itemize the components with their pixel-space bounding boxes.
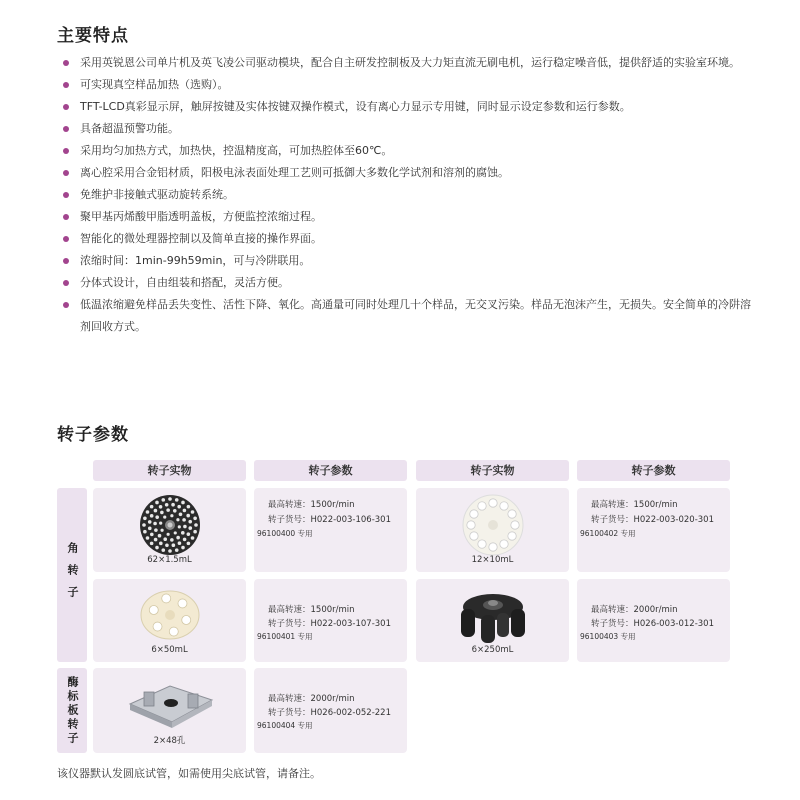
rotor-hole bbox=[160, 511, 164, 515]
rotor-part-number: 转子货号：H022-003-106-301 bbox=[268, 515, 391, 525]
rotor-model: 96100404 专用 bbox=[257, 721, 313, 730]
rotor-model: 96100403 专用 bbox=[580, 632, 636, 641]
rotor-hole bbox=[186, 505, 190, 509]
rotor-hole bbox=[145, 510, 149, 514]
rotor-hole bbox=[159, 522, 162, 525]
group-label-plate-rotor: 酶标板转子 bbox=[57, 668, 87, 753]
feature-item: 浓缩时间：1min-99h59min，可与冷阱联用。 bbox=[57, 250, 757, 272]
rotor-photo-cell bbox=[93, 668, 246, 753]
rotor-hole bbox=[182, 518, 186, 522]
rotor-hole bbox=[155, 501, 159, 505]
rotor-hole bbox=[165, 543, 169, 547]
rotor-hole bbox=[488, 499, 496, 507]
feature-item: 具备超温预警功能。 bbox=[57, 118, 757, 140]
rotor-hole bbox=[172, 509, 176, 513]
rotor-hole bbox=[145, 536, 149, 540]
rotor-hole bbox=[149, 505, 153, 509]
rotor-hole bbox=[166, 508, 170, 512]
rotor-caption: 2×48孔 bbox=[153, 736, 186, 746]
rotor-hole bbox=[169, 627, 178, 636]
rotor-hole bbox=[161, 548, 165, 552]
rotor-hole bbox=[507, 532, 515, 540]
feature-item: 低温浓缩避免样品丢失变性、活性下降、氧化。高通量可同时处理几十个样品，无交叉污染。样品无泡沫产生，无损失。安全简单的冷阱溶剂回收方式。 bbox=[57, 294, 757, 338]
rotor-hole bbox=[149, 605, 158, 614]
rotor-hole bbox=[183, 525, 187, 529]
rotor-part-number: 转子货号：H022-003-107-301 bbox=[268, 619, 391, 629]
rotor-photo-cell bbox=[93, 488, 246, 572]
rotor-params-cell bbox=[577, 579, 730, 662]
rotor-hole bbox=[499, 540, 507, 548]
rotor-photo-cell bbox=[416, 579, 569, 662]
rotor-hole bbox=[173, 531, 176, 534]
rotor-photo-cell bbox=[416, 488, 569, 572]
rotor-hole bbox=[147, 520, 151, 524]
rotor-hole bbox=[153, 509, 157, 513]
rotor-hole bbox=[177, 525, 180, 528]
microplate-rotor-image bbox=[122, 674, 218, 732]
rotor-hole bbox=[157, 534, 161, 538]
header-rotor-params: 转子参数 bbox=[577, 460, 730, 481]
rotor-hole bbox=[177, 505, 181, 509]
rotor-hole bbox=[154, 528, 158, 532]
rotor-hole bbox=[174, 548, 178, 552]
feature-list bbox=[57, 52, 757, 338]
rotor-hole bbox=[182, 509, 186, 513]
perforated-rotor-image bbox=[139, 494, 201, 556]
rotor-max-speed: 最高转速：1500r/min bbox=[591, 500, 678, 510]
rotor-hole bbox=[170, 538, 174, 542]
rotor-hole bbox=[168, 549, 172, 553]
rotor-hole bbox=[177, 599, 186, 608]
rotor-hole bbox=[186, 532, 190, 536]
rotor-hole bbox=[143, 516, 147, 520]
twelve-tube-rotor-image bbox=[461, 494, 525, 556]
rotor-max-speed: 最高转速：1500r/min bbox=[268, 500, 355, 510]
rotor-hole bbox=[150, 533, 154, 537]
rotor-part-number: 转子货号：H026-003-012-301 bbox=[591, 619, 714, 629]
rotor-hole bbox=[153, 522, 157, 526]
rotor-hole bbox=[174, 498, 178, 502]
rotor-model: 96100402 专用 bbox=[580, 529, 636, 538]
rotor-hole bbox=[171, 503, 175, 507]
rotor-hole bbox=[176, 518, 179, 521]
swing-bucket-rotor-image bbox=[457, 585, 529, 647]
rotor-hole bbox=[147, 527, 151, 531]
rotor-hole bbox=[142, 523, 146, 527]
rotor-hole bbox=[161, 594, 170, 603]
rotor-hole bbox=[190, 536, 194, 540]
rotor-params-cell bbox=[577, 488, 730, 572]
rotor-caption: 6×50mL bbox=[151, 645, 188, 655]
rotor-max-speed: 最高转速：2000r/min bbox=[591, 605, 678, 615]
rotor-hole bbox=[188, 520, 192, 524]
rotor-hole bbox=[182, 538, 186, 542]
feature-item: 离心腔采用合金铝材质，阳极电泳表面处理工艺则可抵御大多数化学试剂和溶剂的腐蚀。 bbox=[57, 162, 757, 184]
group-label-angle-rotor: 角转子 bbox=[57, 488, 87, 662]
rotor-hole bbox=[499, 502, 507, 510]
feature-item: TFT-LCD真彩显示屏，触屏按键及实体按键双操作模式，设有离心力显示专用键，同时显示设定参数和运行参数。 bbox=[57, 96, 757, 118]
header-rotor-params: 转子参数 bbox=[254, 460, 407, 481]
footnote: 该仪器默认发圆底试管，如需使用尖底试管，请备注。 bbox=[57, 767, 321, 780]
six-tube-rotor-image bbox=[138, 585, 202, 643]
rotor-hole bbox=[466, 521, 474, 529]
feature-item: 智能化的微处理器控制以及简单直接的操作界面。 bbox=[57, 228, 757, 250]
rotor-hole bbox=[178, 512, 182, 516]
rotor-hole bbox=[477, 502, 485, 510]
rotor-hole bbox=[166, 533, 169, 536]
rotor-hole bbox=[180, 531, 184, 535]
feature-item: 免维护非接触式驱动旋转系统。 bbox=[57, 184, 757, 206]
rotor-model: 96100401 专用 bbox=[257, 632, 313, 641]
header-rotor-photo: 转子实物 bbox=[416, 460, 569, 481]
rotor-hole bbox=[149, 514, 153, 518]
feature-item: 采用均匀加热方式，加热快，控温精度高，可加热腔体至60℃。 bbox=[57, 140, 757, 162]
rotor-hole bbox=[469, 510, 477, 518]
rotor-section-title: 转子参数 bbox=[57, 425, 129, 445]
rotor-max-speed: 最高转速：1500r/min bbox=[268, 605, 355, 615]
rotor-hole bbox=[488, 543, 496, 551]
rotor-photo-cell bbox=[93, 579, 246, 662]
rotor-part-number: 转子货号：H022-003-020-301 bbox=[591, 515, 714, 525]
rotor-hole bbox=[193, 516, 197, 520]
rotor-params-cell bbox=[254, 488, 407, 572]
rotor-hole bbox=[143, 530, 147, 534]
rotor-hole bbox=[193, 530, 197, 534]
rotor-hole bbox=[153, 622, 162, 631]
rotor-hole bbox=[507, 510, 515, 518]
feature-item: 可实现真空样品加热（选购）。 bbox=[57, 74, 757, 96]
rotor-model: 96100400 专用 bbox=[257, 529, 313, 538]
rotor-hole bbox=[159, 542, 163, 546]
feature-item: 分体式设计，自由组装和搭配，灵活方便。 bbox=[57, 272, 757, 294]
rotor-hole bbox=[158, 505, 162, 509]
rotor-hole bbox=[190, 510, 194, 514]
rotor-hole bbox=[155, 546, 159, 550]
header-rotor-photo: 转子实物 bbox=[93, 460, 246, 481]
feature-item: 采用英锐恩公司单片机及英飞凌公司驱动模块，配合自主研发控制板及大力矩直流无刷电机，运行稳定噪音低，提供舒适的实验室环境。 bbox=[57, 52, 757, 74]
rotor-hole bbox=[164, 503, 168, 507]
rotor-hole bbox=[181, 501, 185, 505]
rotor-caption: 6×250mL bbox=[471, 645, 514, 655]
rotor-max-speed: 最高转速：2000r/min bbox=[268, 694, 355, 704]
rotor-params-cell bbox=[254, 579, 407, 662]
rotor-hole bbox=[161, 498, 165, 502]
rotor-hole bbox=[469, 532, 477, 540]
rotor-hole bbox=[168, 497, 172, 501]
features-title: 主要特点 bbox=[57, 26, 129, 46]
rotor-hole bbox=[176, 536, 180, 540]
rotor-hole bbox=[170, 514, 173, 517]
rotor-hole bbox=[153, 538, 157, 542]
rotor-hole bbox=[181, 546, 185, 550]
rotor-hole bbox=[163, 515, 166, 518]
rotor-hole bbox=[194, 523, 198, 527]
rotor-params-cell bbox=[254, 668, 407, 753]
feature-item: 聚甲基丙烯酸甲脂透明盖板，方便监控浓缩过程。 bbox=[57, 206, 757, 228]
rotor-hole bbox=[163, 537, 167, 541]
rotor-hole bbox=[188, 526, 192, 530]
rotor-hole bbox=[186, 542, 190, 546]
rotor-caption: 62×1.5mL bbox=[147, 555, 192, 565]
rotor-hole bbox=[477, 540, 485, 548]
rotor-part-number: 转子货号：H026-002-052-221 bbox=[268, 708, 391, 718]
rotor-hole bbox=[181, 616, 190, 625]
rotor-hole bbox=[510, 521, 518, 529]
rotor-hole bbox=[155, 515, 159, 519]
rotor-hole bbox=[186, 514, 190, 518]
rotor-caption: 12×10mL bbox=[471, 555, 514, 565]
rotor-hole bbox=[160, 529, 163, 532]
rotor-hole bbox=[177, 541, 181, 545]
rotor-hole bbox=[171, 543, 175, 547]
rotor-hole bbox=[149, 542, 153, 546]
